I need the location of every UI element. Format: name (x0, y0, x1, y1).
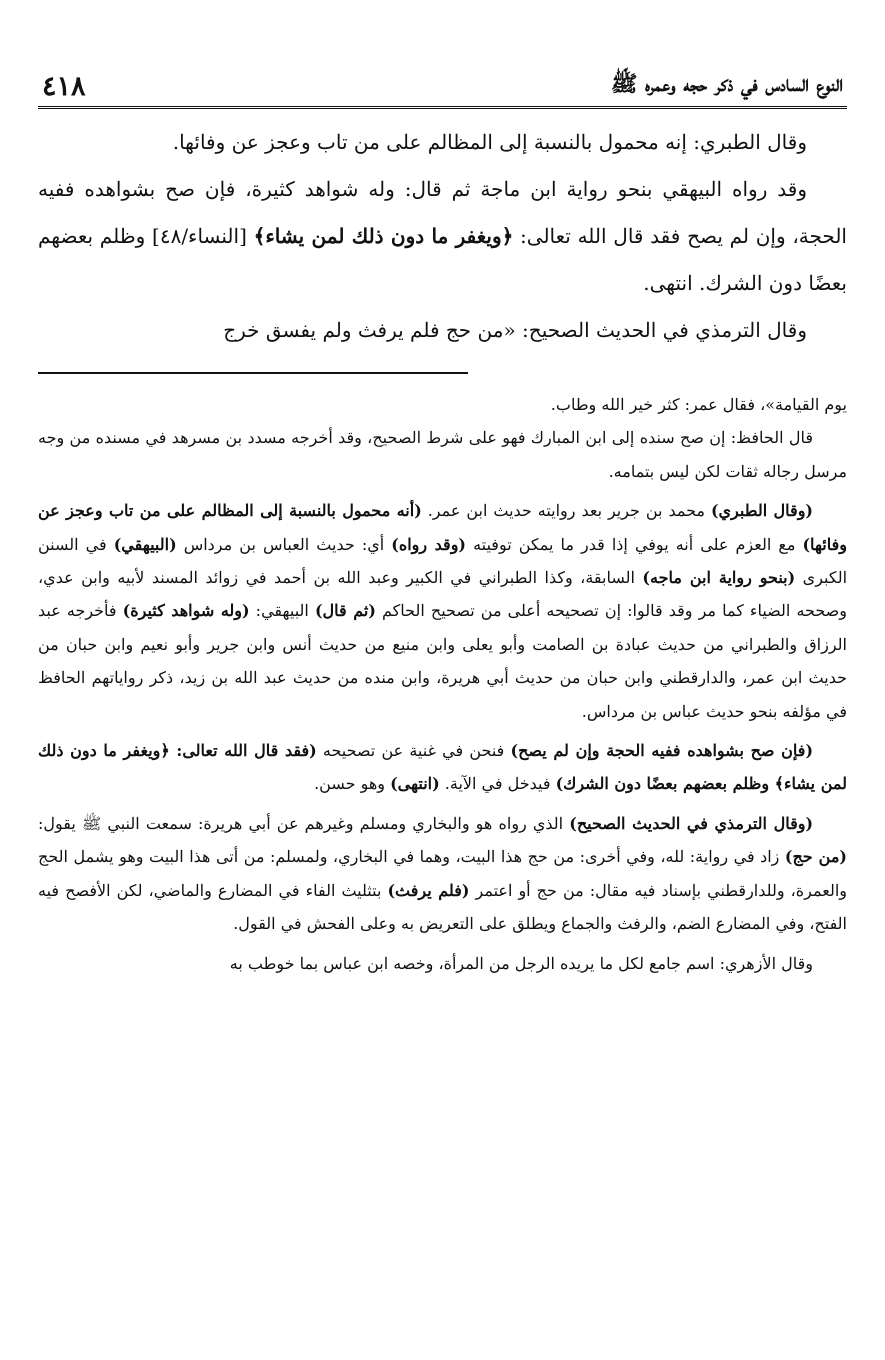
bold-text-run: (وقد رواه) (391, 534, 466, 554)
footnote-separator (38, 372, 468, 374)
text-run: بتثليث الفاء في المضارع والماضي، لكن الأفصح فيه الفتح، وفي المضارع الضم، والرفث والجماع ويطلق على التعريض به وعلى الفحش في القول. (38, 880, 847, 934)
text-run: قال الحافظ: إن صح سنده إلى ابن المبارك فهو على شرط الصحيح، وقد أخرجه مسدد بن مسرهد في مسنده من وجه مرسل رجاله ثقات لكن ليس بتمامه. (38, 428, 847, 481)
main-text (38, 119, 847, 354)
text-run: وقد رواه البيهقي بنحو رواية ابن ماجة ثم قال: وله شواهد كثيرة، فإن صح بشواهده ففيه الحجة، وإن لم يصح فقد قال الله تعالى: (38, 177, 847, 248)
bold-text-run: (وقال الطبري) (710, 501, 813, 521)
bold-text-run: (فلم يرفث) (387, 880, 470, 900)
running-title: النوع السادس في ذكر حجه وعمره ﷺ (610, 71, 843, 97)
bold-text-run: ﴿ويغفر ما دون ذلك لمن يشاء﴾ (253, 224, 514, 248)
commentary-paragraph (38, 421, 847, 488)
text-run: زاد في رواية: لله، وفي أخرى: من حج هذا البيت، وهما في البخاري، ولمسلم: من أتى هذا البيت وهو يشمل الحج والعمرة، وللدارقطني بإسناد فيه مقال: من حج أو اعتمر (38, 847, 848, 900)
commentary-paragraph (38, 947, 847, 980)
text-run: يوم القيامة»، فقال عمر: كثر خير الله وطاب. (550, 395, 847, 414)
text-run: السابقة، وكذا الطبراني في الكبير وعبد الله بن أحمد في زوائد المسند لأبيه وابن عدي، وصححه الضياء كما مر وقد قالوا: إن تصحيحه أعلى من تصحيح الحاكم (38, 568, 847, 621)
main-paragraph (38, 307, 847, 354)
text-run: فنحن في غنية عن تصحيحه (316, 741, 511, 761)
bold-text-run: (أنه محمول بالنسبة إلى المظالم على من تاب وعجز عن وفائها) (38, 501, 848, 554)
bold-text-run: (وقال الترمذي في الحديث الصحيح) (569, 813, 814, 833)
page-number: ٤١٨ (42, 71, 86, 102)
text-run: محمد بن جرير بعد روايته حديث ابن عمر. (421, 501, 711, 521)
bold-text-run: (من حج) (784, 847, 847, 867)
bold-text-run: (فقد قال الله تعالى: ﴿ويغفر ما دون ذلك لمن يشاء﴾ وظلم بعضهم بعضًا دون الشرك) (38, 741, 847, 794)
text-run: وهو حسن. (314, 774, 391, 794)
bold-text-run: (البيهقي) (113, 534, 177, 554)
text-run: أي: حديث العباس بن مرداس (176, 534, 392, 554)
commentary-paragraph (38, 494, 847, 728)
text-run: وقال الأزهري: اسم جامع لكل ما يريده الرجل من المرأة، وخصه ابن عباس بما خوطب به (229, 953, 813, 973)
text-run: الذي رواه هو والبخاري ومسلم وغيرهم عن أبي هريرة: سمعت النبي ﷺ يقول: (38, 813, 570, 833)
text-run: فأخرجه عبد الرزاق والطبراني من حديث عبادة بن الصامت وأبو يعلى وابن منيع من حديث أنس وابن جرير وأبو نعيم وابن حبان من حديث ابن عمر، والدارقطني وابن حبان من حديث أبي هريرة، وابن منده من حديث عبد الله بن زيد، ذكر رواياتهم الحافظ في مؤلفه بنحو حديث عباس بن مرداس. (38, 601, 847, 721)
main-paragraph (38, 119, 847, 166)
text-run: مع العزم على أنه يوفي إذا قدر ما يمكن توفيته (466, 534, 803, 554)
commentary-paragraph (38, 388, 847, 421)
text-run: البيهقي: (249, 601, 315, 621)
text-run: [النساء/٤٨] وظلم بعضهم بعضًا دون الشرك. انتهى. (38, 224, 847, 295)
bold-text-run: (فإن صح بشواهده ففيه الحجة وإن لم يصح) (510, 741, 814, 761)
bold-text-run: (بنحو رواية ابن ماجه) (642, 568, 796, 588)
commentary (38, 388, 847, 980)
bold-text-run: (وله شواهد كثيرة) (122, 601, 250, 621)
text-run: في السنن الكبرى (38, 534, 848, 588)
text-run: فيدخل في الآية. (439, 774, 556, 794)
bold-text-run: (انتهى) (390, 774, 440, 794)
commentary-paragraph (38, 734, 847, 801)
commentary-paragraph (38, 807, 847, 941)
text-run: وقال الطبري: إنه محمول بالنسبة إلى المظالم على من تاب وعجز عن وفائها. (172, 130, 807, 154)
page-header (38, 58, 847, 109)
bold-text-run: (ثم قال) (314, 601, 376, 621)
text-run: وقال الترمذي في الحديث الصحيح: «من حج فلم يرفث ولم يفسق خرج (223, 318, 807, 342)
main-paragraph (38, 166, 847, 307)
